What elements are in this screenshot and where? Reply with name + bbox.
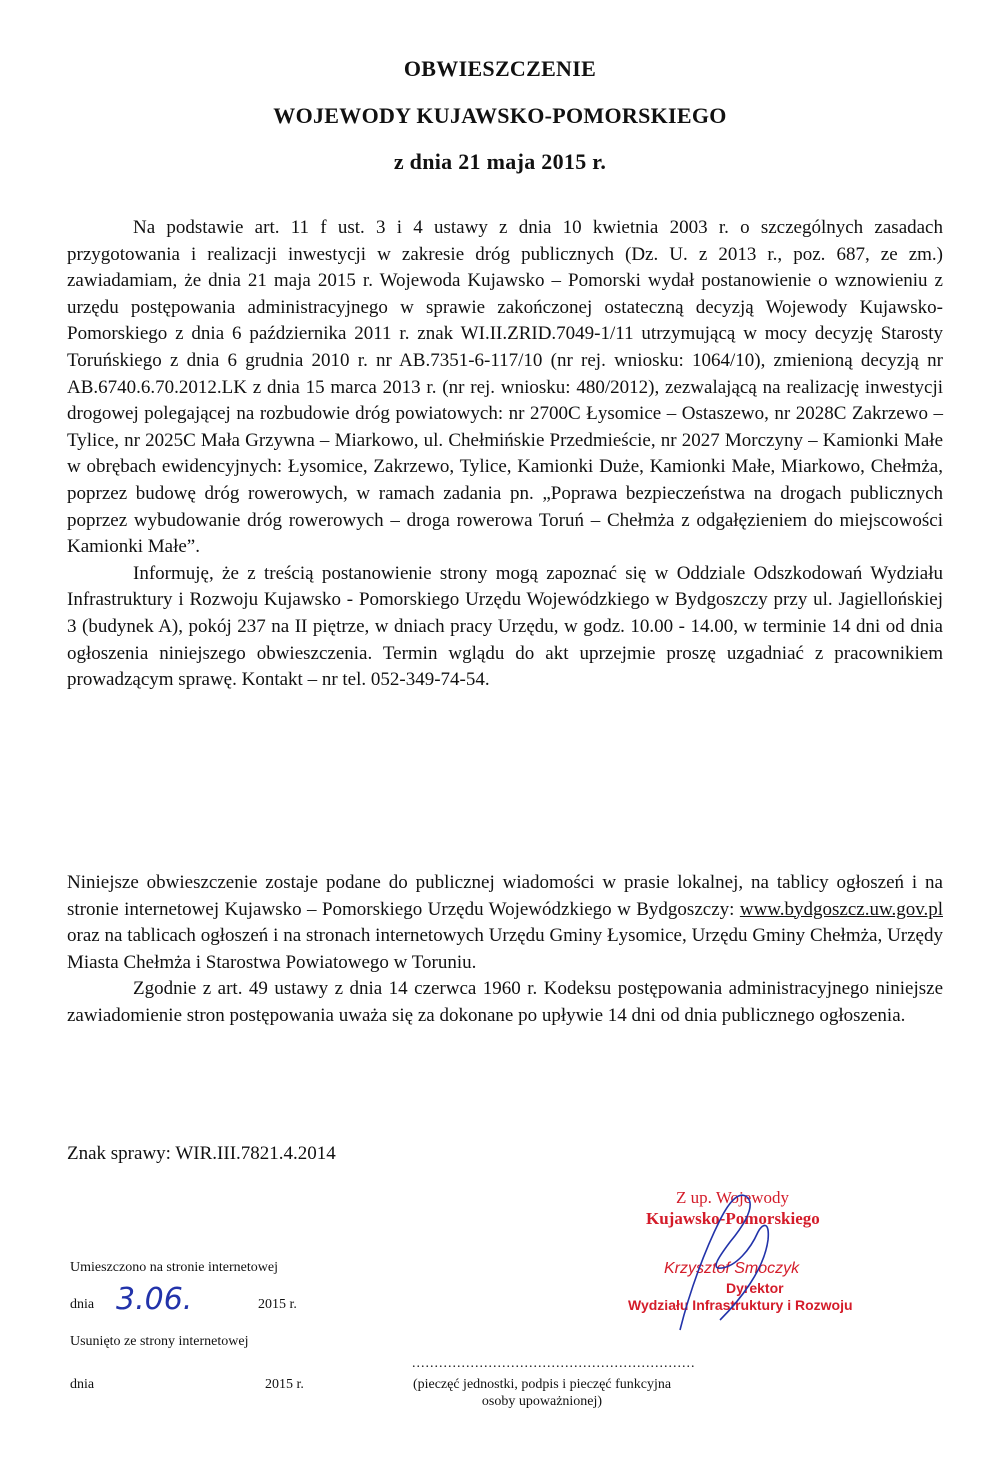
stamp-department: Wydziału Infrastruktury i Rozwoju (628, 1297, 853, 1313)
paragraph-legal-basis: Na podstawie art. 11 f ust. 3 i 4 ustawy z dnia 10 kwietnia 2003 r. o szczególnych zasadach przygotowania i realizacji inwestycji w zakresie dróg publicznych (Dz. U. z 2013 r., poz. 687, ze zm.) zawiadamiam, że dnia 21 maja 2015 r. Wojewoda Kujawsko – Pomorski wydał postanowienie o wznowieniu z urzędu postępowania administracyjnego w sprawie zakończonej ostateczną decyzją Wojewody Kujawsko-Pomorskiego z dnia 6 października 2011 r. znak WI.II.ZRID.7049-1/11 utrzymującą w mocy decyzję Starosty Toruńskiego z dnia 6 grudnia 2010 r. nr AB.7351-6-117/10 (nr rej. wniosku: 1064/10), zmienioną decyzją nr AB.6740.6.70.2012.LK z dnia 15 marca 2013 r. (nr rej. wniosku: 480/2012), zezwalającą na realizację inwestycji drogowej polegającej na rozbudowie dróg powiatowych: nr 2700C Łysomice – Ostaszewo, nr 2028C Zakrzewo – Tylice, nr 2025C Mała Grzywna – Miarkowo, ul. Chełmińskie Przedmieście, nr 2027 Morczyny – Kamionki Małe w obrębach ewidencyjnych: Łysomice, Zakrzewo, Tylice, Kamionki Duże, Kamionki Małe, Miarkowo, Chełmża, poprzez budowę dróg rowerowych, w ramach zadania pn. „Poprawa bezpieczeństwa na drogach publicznych poprzez wybudowanie dróg rowerowych – droga rowerowa Toruń – Chełmża z odgałęzieniem do miejscowości Kamionki Małe”. (67, 217, 943, 558)
case-reference: Znak sprawy: WIR.III.7821.4.2014 (67, 1143, 336, 1164)
removed-day-label: dnia (70, 1377, 95, 1392)
paragraph-inspection-info: Informuję, że z treścią postanowienie strony mogą zapoznać się w Oddziale Odszkodowań Wydziału Infrastruktury i Rozwoju Kujawsko - Pomorskiego Urzędu Wojewódzkiego w Bydgoszczy przy ul. Jagiellońskiej 3 (budynek A), pokój 237 na II piętrze, w dniach pracy Urzędu, w godz. 10.00 - 14.00, w terminie 14 dni od dnia ogłoszenia niniejszego obwieszczenia. Termin wglądu do akt uprzejmie proszę uzgadniać z pracownikiem prowadzącym sprawę. Kontakt – nr tel. 052-349-74-54. (67, 562, 943, 691)
paragraph-publication (67, 870, 943, 976)
posted-year: 2015 r. (258, 1297, 297, 1312)
stamp-line-authority: Z up. Wojewody (676, 1188, 790, 1207)
issuer-title: WOJEWODY KUJAWSKO-POMORSKIEGO (273, 103, 727, 128)
signature-line: ............................................................... (412, 1356, 696, 1371)
publication-text-start: Niniejsze obwieszczenie zostaje podane do publicznej wiadomości w prasie lokalnej, na tablicy ogłoszeń i na stronie internetowej Kujawsko – Pomorskiego Urzędu Wojewódzkiego w Bydgoszczy: (67, 872, 943, 920)
signature-caption-2: osoby upoważnionej) (481, 1394, 603, 1409)
signature-scribble-icon (660, 1180, 780, 1340)
document-title: OBWIESZCZENIE (403, 56, 597, 81)
stamp-signatory-role: Dyrektor (726, 1280, 784, 1296)
posted-day-label: dnia (70, 1297, 95, 1312)
posted-date-handwritten: 3.06. (116, 1282, 193, 1317)
issue-date: z dnia 21 maja 2015 r. (393, 149, 607, 174)
signature-caption-1: (pieczęć jednostki, podpis i pieczęć funkcyjna (412, 1377, 672, 1392)
removed-year: 2015 r. (265, 1377, 304, 1392)
posted-label: Umieszczono na stronie internetowej (70, 1260, 278, 1275)
main-body (67, 215, 943, 694)
stamp-signatory-name: Krzysztof Smoczyk (664, 1260, 800, 1277)
publication-body (67, 870, 943, 1030)
paragraph-notification-effect: Zgodnie z art. 49 ustawy z dnia 14 czerwca 1960 r. Kodeksu postępowania administracyjnego niniejsze zawiadomienie stron postępowania uważa się za dokonane po upływie 14 dni od dnia publicznego ogłoszenia. (67, 978, 943, 1026)
removed-label: Usunięto ze strony internetowej (70, 1334, 249, 1349)
website-link[interactable]: www.bydgoszcz.uw.gov.pl (739, 898, 943, 920)
stamp-line-region: Kujawsko-Pomorskiego (646, 1209, 820, 1228)
publication-text-end: oraz na tablicach ogłoszeń i na stronach internetowych Urzędu Gminy Łysomice, Urzędu Gminy Chełmża, Urzędy Miasta Chełmża i Starostwa Powiatowego w Toruniu. (67, 925, 943, 973)
